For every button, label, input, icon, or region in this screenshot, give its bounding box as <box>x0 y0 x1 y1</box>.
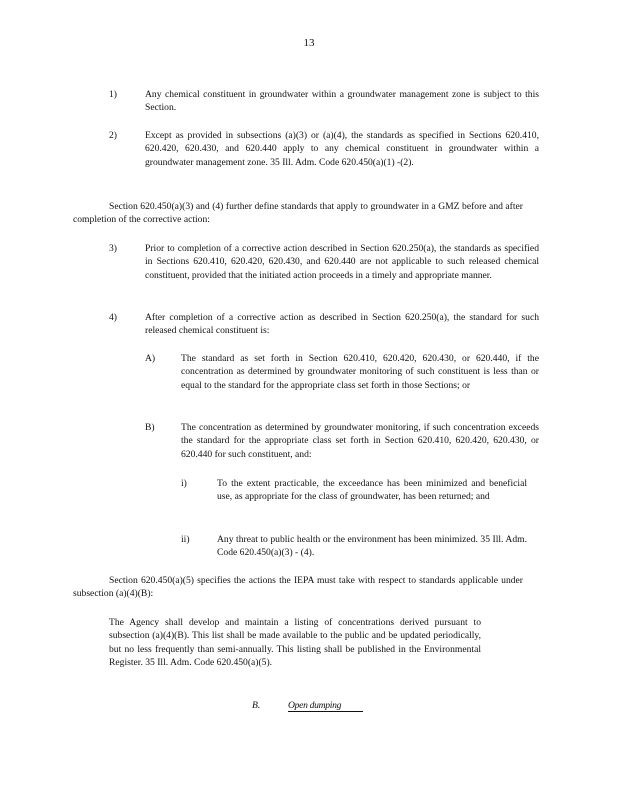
sublist-item-letter: A) <box>145 353 156 364</box>
paragraph-text: Section 620.450(a)(3) and (4) further define standards that apply to groundwater in a GMZ before and after completion of the corrective action: <box>73 201 523 226</box>
subsublist-item-text: To the extent practicable, the exceedance has been minimized and beneficial use, as appropriate for the class of groundwater, has been returned; and <box>217 478 527 503</box>
list-item-number: 3) <box>109 243 117 254</box>
list-item-number: 1) <box>109 89 117 100</box>
subsublist-item-text: Any threat to public health or the environment has been minimized. 35 Ill. Adm. Code 620.450(a)(3) - (4). <box>217 534 527 559</box>
sublist-item-letter: B) <box>145 422 155 433</box>
list-item-text: After completion of a corrective action as described in Section 620.250(a), the standard for such released chemical constituent is: <box>145 312 539 337</box>
section-heading <box>252 700 363 712</box>
list-item-text: Prior to completion of a corrective action described in Section 620.250(a), the standards as specified in Sections 620.410, 620.420, 620.430, and 620.440 are not applicable to such released chemical constituent, provided that the initiated action proceeds in a timely and appropriate manner. <box>145 243 539 281</box>
sublist-item-text: The standard as set forth in Section 620.410, 620.420, 620.430, or 620.440, if the concentration as determined by groundwater monitoring of such constituent is less than or equal to the standard for the appropriate class set forth in those Sections; or <box>181 353 539 391</box>
list-item-number: 4) <box>109 312 117 323</box>
body-paragraph <box>73 200 523 227</box>
section-heading-letter: B. <box>252 700 261 711</box>
paragraph-text: Section 620.450(a)(5) specifies the actions the IEPA must take with respect to standards applicable under subsection (a)(4)(B): <box>73 575 523 600</box>
list-item-text: Any chemical constituent in groundwater within a groundwater management zone is subject to this Section. <box>145 89 539 114</box>
list-item-text: Except as provided in subsections (a)(3) or (a)(4), the standards as specified in Sections 620.410, 620.420, 620.430, and 620.440 apply to any chemical constituent in groundwater within a groundwater management zone. 35 Ill. Adm. Code 620.450(a)(1) -(2). <box>145 130 539 168</box>
list-item-number: 2) <box>109 130 117 141</box>
body-paragraph <box>73 574 523 601</box>
section-heading-title: Open dumping <box>288 700 363 712</box>
subsublist-item-numeral: ii) <box>181 534 190 545</box>
page-number: 13 <box>303 37 315 49</box>
subsublist-item-numeral: i) <box>181 478 187 489</box>
block-quote: The Agency shall develop and maintain a listing of concentrations derived pursuant to subsection (a)(4)(B). This list shall be made available to the public and be updated periodically, but no less frequently than semi-annually. This listing shall be published in the Environmental Register. 35 Ill. Adm. Code 620.450(a)(5). <box>109 617 481 669</box>
sublist-item-text: The concentration as determined by groundwater monitoring, if such concentration exceeds the standard for the appropriate class set forth in Section 620.410, 620.420, 620.430, or 620.440 for such constituent, and: <box>181 422 539 460</box>
